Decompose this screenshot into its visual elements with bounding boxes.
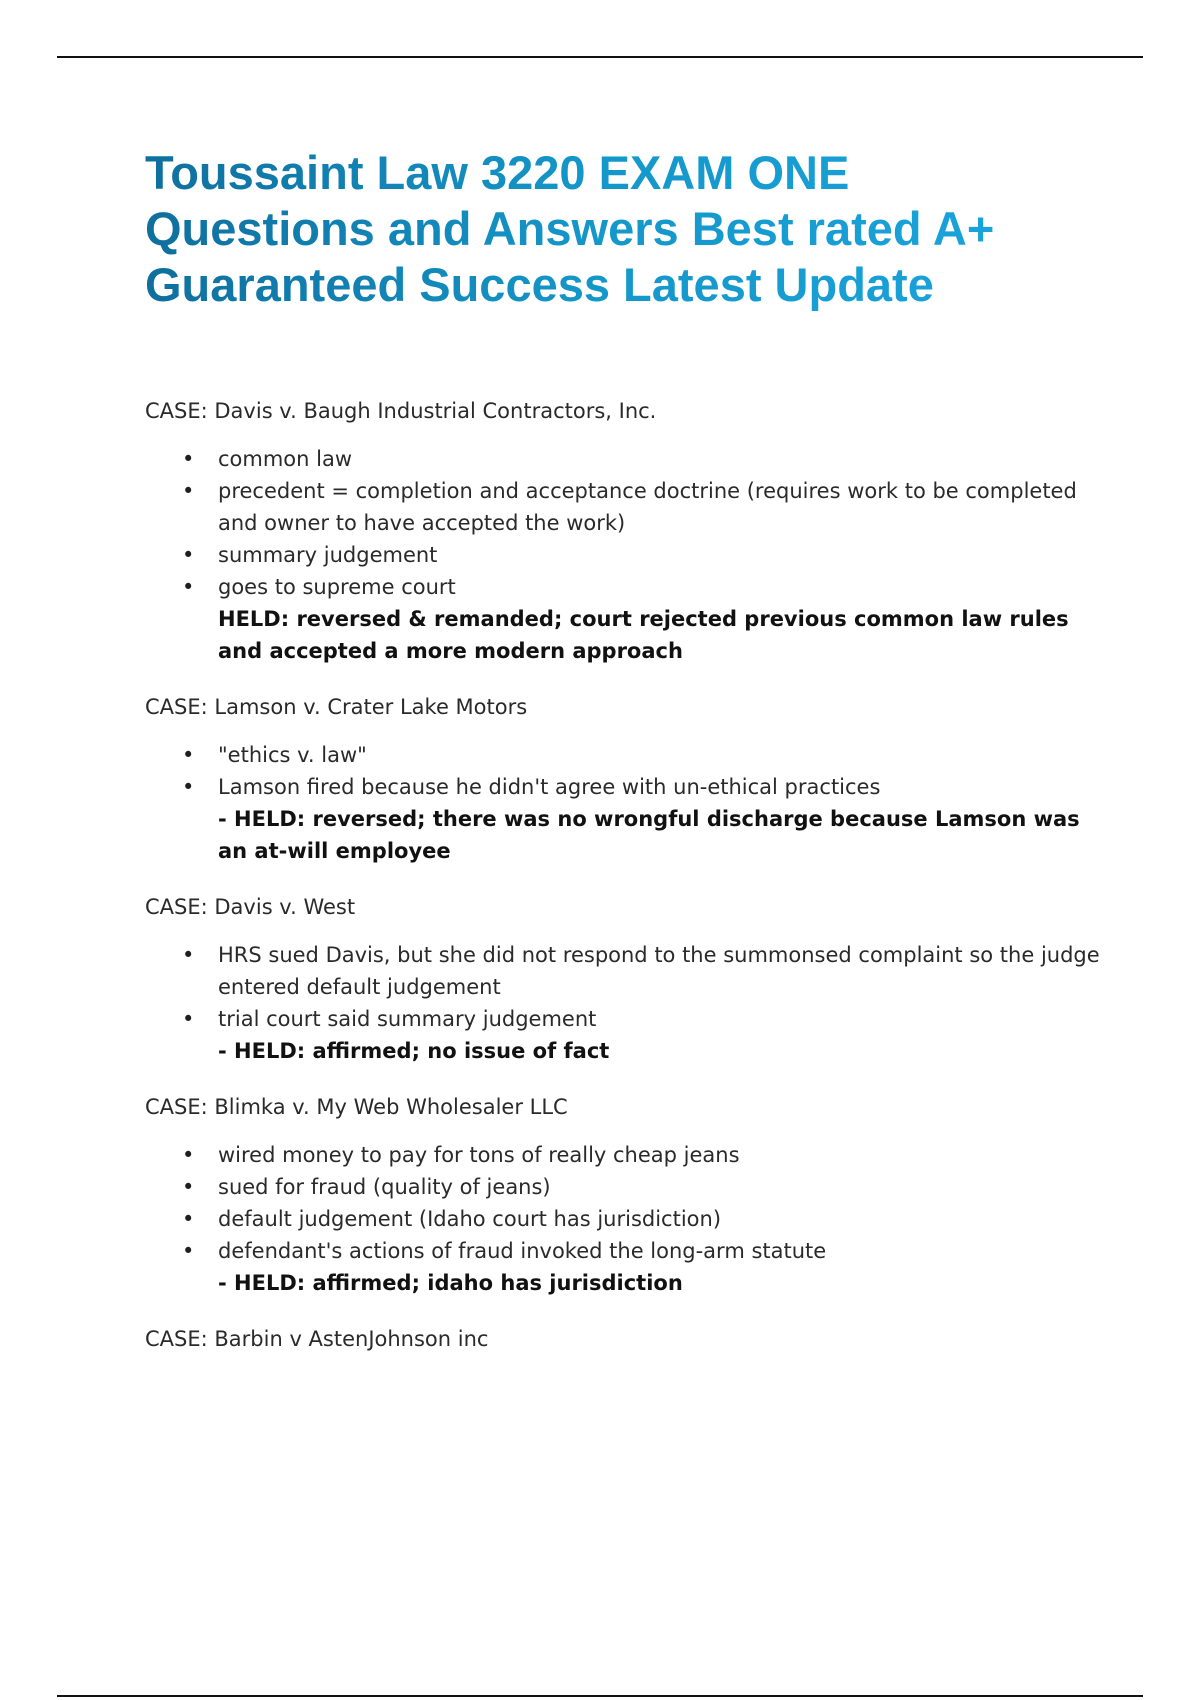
title-line: Toussaint Law 3220 EXAM ONE <box>145 146 850 199</box>
case-prefix: CASE: <box>145 895 208 919</box>
bullet-icon: • <box>182 1175 195 1199</box>
case-name: Lamson v. Crater Lake Motors <box>214 695 528 719</box>
case-points <box>145 739 1105 803</box>
list-item: • defendant's actions of fraud invoked the long-arm statute <box>145 1235 1105 1267</box>
case-section <box>145 1091 1105 1299</box>
case-prefix: CASE: <box>145 399 208 423</box>
case-name: Davis v. Baugh Industrial Contractors, Inc. <box>214 399 657 423</box>
case-heading <box>145 891 1105 923</box>
list-item: • trial court said summary judgement <box>145 1003 1105 1035</box>
case-holding: - HELD: affirmed; no issue of fact <box>218 1039 610 1063</box>
list-item: • default judgement (Idaho court has jurisdiction) <box>145 1203 1105 1235</box>
case-name: Blimka v. My Web Wholesaler LLC <box>214 1095 568 1119</box>
list-item: • HRS sued Davis, but she did not respond to the summonsed complaint so the judge entered default judgement <box>145 939 1105 1003</box>
case-holding: HELD: reversed & remanded; court rejected previous common law rules and accepted a more modern approach <box>218 607 1069 663</box>
list-item: • precedent = completion and acceptance doctrine (requires work to be completed and owner to have accepted the work) <box>145 475 1105 539</box>
list-item: • sued for fraud (quality of jeans) <box>145 1171 1105 1203</box>
case-section <box>145 1323 1105 1355</box>
case-points <box>145 443 1105 603</box>
bullet-icon: • <box>182 1007 195 1031</box>
title-line: Guaranteed Success Latest Update <box>145 258 934 311</box>
case-points <box>145 939 1105 1035</box>
bullet-icon: • <box>182 1207 195 1231</box>
case-prefix: CASE: <box>145 1095 208 1119</box>
case-heading <box>145 691 1105 723</box>
bullet-icon: • <box>182 479 195 503</box>
list-item: • summary judgement <box>145 539 1105 571</box>
bullet-icon: • <box>182 943 195 967</box>
bullet-icon: • <box>182 575 195 599</box>
list-item: • goes to supreme court <box>145 571 1105 603</box>
case-holding: - HELD: affirmed; idaho has jurisdiction <box>218 1271 683 1295</box>
case-holding: - HELD: reversed; there was no wrongful discharge because Lamson was an at-will employee <box>218 807 1080 863</box>
title-line: Questions and Answers Best rated A+ <box>145 202 995 255</box>
list-item: • Lamson fired because he didn't agree with un-ethical practices <box>145 771 1105 803</box>
bullet-icon: • <box>182 775 195 799</box>
case-prefix: CASE: <box>145 695 208 719</box>
bullet-icon: • <box>182 1143 195 1167</box>
case-heading <box>145 1091 1105 1123</box>
bottom-rule <box>57 1695 1143 1697</box>
case-name: Davis v. West <box>214 895 356 919</box>
case-section <box>145 891 1105 1067</box>
bullet-icon: • <box>182 1239 195 1263</box>
case-prefix: CASE: <box>145 1327 208 1351</box>
document-title <box>145 145 1105 313</box>
case-section <box>145 691 1105 867</box>
top-rule <box>57 56 1143 58</box>
case-section <box>145 395 1105 667</box>
case-points <box>145 1139 1105 1267</box>
bullet-icon: • <box>182 543 195 567</box>
case-list <box>145 395 1105 1355</box>
list-item: • common law <box>145 443 1105 475</box>
bullet-icon: • <box>182 743 195 767</box>
case-name: Barbin v AstenJohnson inc <box>214 1327 489 1351</box>
case-heading <box>145 395 1105 427</box>
document-body <box>145 145 1105 1379</box>
bullet-icon: • <box>182 447 195 471</box>
list-item: • wired money to pay for tons of really cheap jeans <box>145 1139 1105 1171</box>
case-heading <box>145 1323 1105 1355</box>
list-item: • "ethics v. law" <box>145 739 1105 771</box>
